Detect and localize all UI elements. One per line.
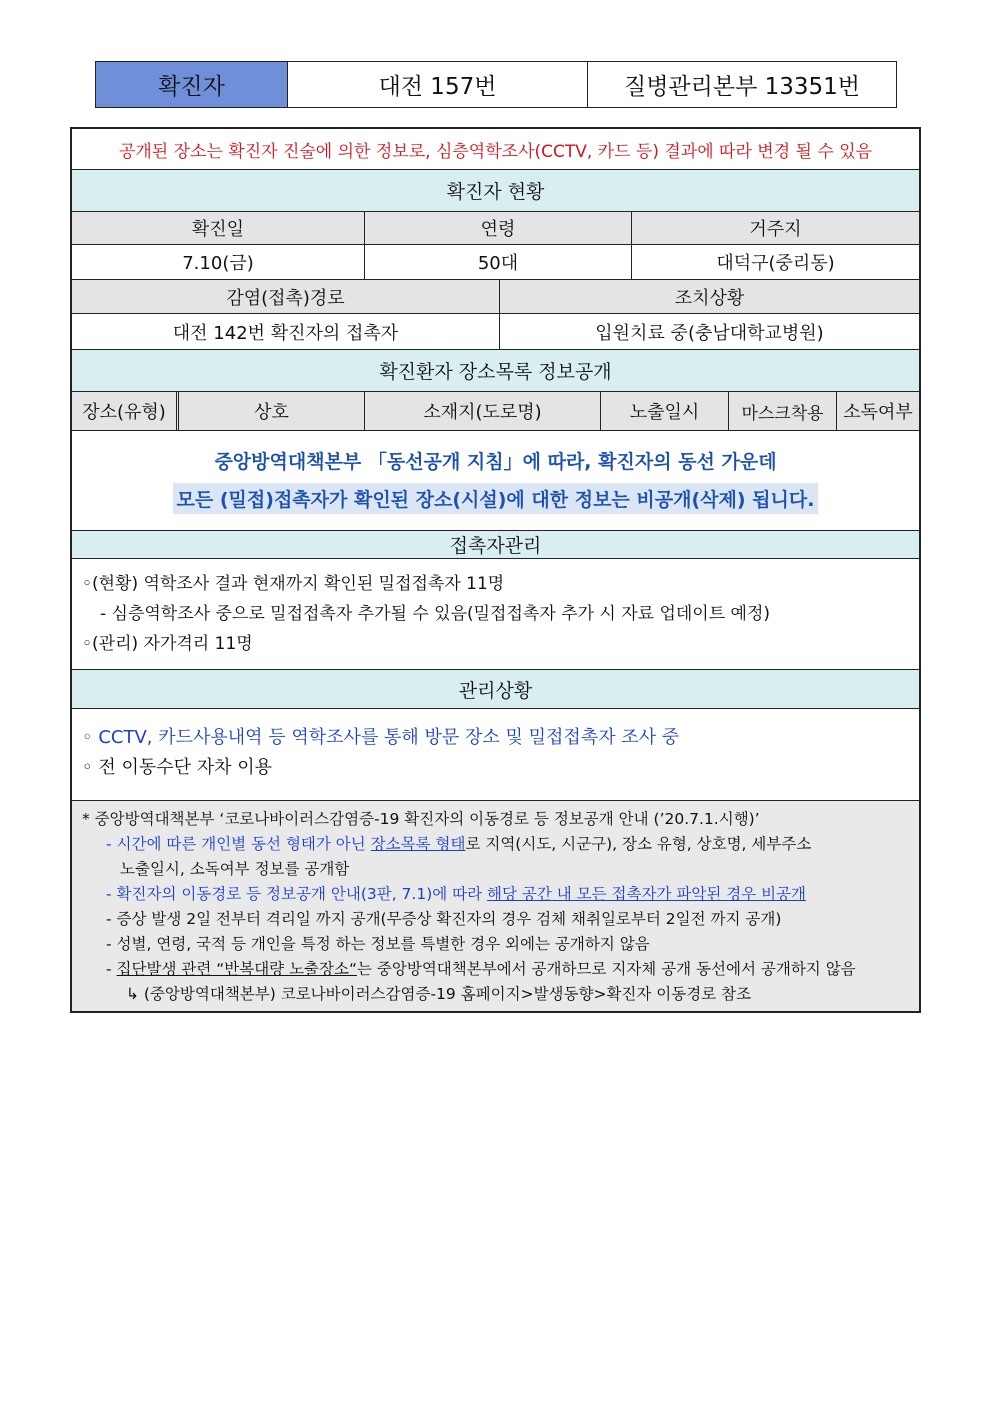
action-header: 조치상황 [674, 287, 745, 309]
age-value: 50대 [365, 245, 632, 279]
confirm-date-header: 확진일 [72, 212, 365, 244]
places-header-row [72, 392, 919, 431]
footnote-bullet-1-cont: 노출일시, 소독여부 정보를 공개함 [120, 860, 350, 878]
contacts-quarantine: ◦(관리) 자가격리 11명 [82, 634, 253, 654]
footnote-bullet-1: - 시간에 따른 개인별 동선 형태가 아닌 장소목록 형태로 지역(시도, 시군구), 장소 유형, 상호명, 세부주소 [106, 835, 812, 853]
disclaimer-notice: 공개된 장소는 확진자 진술에 의한 정보로, 심층역학조사(CCTV, 카드 등) 결과에 따라 변경 될 수 있음 [118, 141, 873, 162]
management-transport: ◦ 전 이동수단 자차 이용 [82, 757, 272, 778]
contacts-title: 접촉자관리 [449, 535, 542, 557]
footnote-bullet-2: - 확진자의 이동경로 등 정보공개 안내(3판, 7.1)에 따라 해당 공간 내 모든 접촉자가 파악된 경우 비공개 [106, 885, 807, 903]
contacts-note: - 심층역학조사 중으로 밀접접촉자 추가될 수 있음(밀접접촉자 추가 시 자료 업데이트 예정) [100, 604, 771, 624]
case-header [95, 61, 897, 108]
exposure-time-header: 노출일시 [601, 392, 729, 430]
footnote-row [72, 801, 919, 1011]
contacts-body [72, 559, 919, 669]
policy-line-1: 중앙방역대책본부 「동선공개 지침」에 따라, 확진자의 동선 가운데 [214, 451, 777, 473]
management-title: 관리상황 [458, 679, 533, 702]
route-value: 대전 142번 확진자의 접촉자 [72, 314, 500, 349]
disinfection-header: 소독여부 [843, 402, 913, 423]
status-title: 확진자 현황 [446, 181, 545, 203]
contacts-title-row [72, 531, 919, 559]
places-title-row [72, 350, 919, 392]
residence-header: 거주지 [749, 219, 802, 240]
management-title-row [72, 670, 919, 709]
footnote [72, 801, 919, 1011]
route-value-row [72, 314, 919, 350]
policy-row [72, 431, 919, 531]
nondisclosure-policy [72, 431, 919, 530]
case-local-number: 대전 157번 [288, 62, 588, 107]
case-info-table [70, 127, 921, 1013]
residence-value: 대덕구(중리동) [716, 253, 835, 274]
address-header: 소재지(도로명) [365, 392, 601, 430]
places-title: 확진환자 장소목록 정보공개 [379, 361, 612, 383]
footnote-bullet-5: - 집단발생 관련 “반복대량 노출장소“는 중앙방역대책본부에서 공개하므로 지자체 공개 동선에서 공개하지 않음 [106, 960, 856, 978]
mask-header: 마스크착용 [729, 392, 837, 430]
route-header-row [72, 280, 919, 314]
status-header-row [72, 212, 919, 245]
age-header: 연령 [365, 212, 632, 244]
contacts-body-row [72, 559, 919, 670]
contacts-status: ◦(현황) 역학조사 결과 현재까지 확인된 밀접접촉자 11명 [82, 574, 505, 594]
notice-row [72, 129, 919, 170]
place-type-header: 장소(유형) [72, 392, 179, 430]
footnote-reference: ↳ (중앙방역대책본부) 코로나바이러스감염증-19 홈페이지>발생동향>확진자 이동경로 참조 [126, 985, 752, 1003]
case-kcdc-number: 질병관리본부 13351번 [623, 74, 860, 100]
case-label: 확진자 [96, 62, 288, 107]
policy-line-2: 모든 (밀접)접촉자가 확인된 장소(시설)에 대한 정보는 비공개(삭제) 됩니다. [173, 483, 819, 514]
management-body [72, 709, 919, 800]
business-name-header: 상호 [179, 392, 365, 430]
route-header: 감염(접촉)경로 [72, 280, 500, 313]
footnote-bullet-3: - 증상 발생 2일 전부터 격리일 까지 공개(무증상 확진자의 경우 검체 채취일로부터 2일전 까지 공개) [106, 910, 782, 928]
footnote-title: * 중앙방역대책본부 ‘코로나바이러스감염증-19 확진자의 이동경로 등 정보공개 안내 (’20.7.1.시행)’ [82, 810, 760, 828]
management-body-row [72, 709, 919, 801]
footnote-bullet-4: - 성별, 연령, 국적 등 개인을 특정 하는 정보를 특별한 경우 외에는 공개하지 않음 [106, 935, 650, 953]
status-value-row [72, 245, 919, 280]
status-title-row [72, 170, 919, 212]
action-value: 입원치료 중(충남대학교병원) [595, 322, 824, 344]
management-investigation: ◦ CCTV, 카드사용내역 등 역학조사를 통해 방문 장소 및 밀접접촉자 조사 중 [82, 727, 680, 748]
confirm-date-value: 7.10(금) [72, 245, 365, 279]
